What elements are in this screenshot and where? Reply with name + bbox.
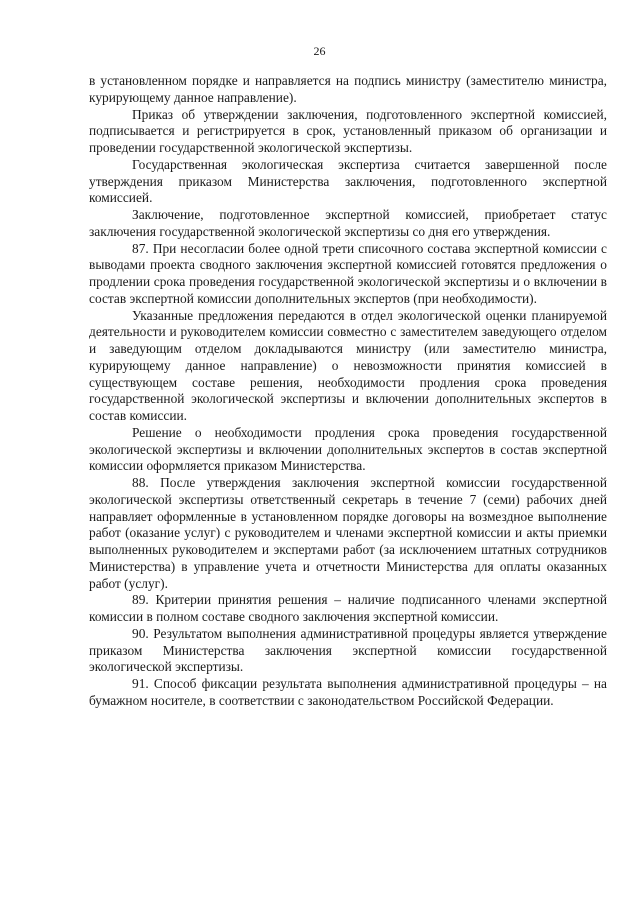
paragraph-order-signing: Приказ об утверждении заключения, подготовленного экспертной комиссией, подписывается и регистрируется в срок, установленный приказом об организации и проведении государственной экологической экспертизы. [89,106,607,155]
paragraph-expertise-completion: Государственная экологическая экспертиза считается завершенной после утверждения приказом Министерства заключения, подготовленного экспертной комиссией. [89,156,607,206]
paragraph-proposals: Указанные предложения передаются в отдел экологической оценки планируемой деятельности и руководителем комиссии совместно с заместителем заведующего отделом и заведующим отделом докладываются министру (или заместителю министра, курирующему данное направление) о невозможности принятия комиссией в существующем составе решения, необходимости продления срока проведения государственной экологической экспертизы и включении дополнительных экспертов в состав комиссии. [89,307,607,423]
paragraph-item-89: 89. Критерии принятия решения – наличие подписанного членами экспертной комиссии в полном составе сводного заключения экспертной комиссии. [89,592,607,624]
document-body [89,73,607,710]
paragraph-extension-decision: Решение о необходимости продления срока проведения государственной экологической экспертизы и включении дополнительных экспертов в состав экспертной комиссии оформляется приказом Министерства. [89,424,607,474]
paragraph-continuation: в установленном порядке и направляется на подпись министру (заместителю министра, курирующему данное направление). [89,73,607,105]
paragraph-item-90: 90. Результатом выполнения административной процедуры является утверждение приказом Министерства заключения экспертной комиссии государственной экологической экспертизы. [89,625,607,675]
paragraph-item-88: 88. После утверждения заключения экспертной комиссии государственной экологической экспертизы ответственный секретарь в течение 7 (семи) рабочих дней направляет оформленные в установленном порядке договоры на возмездное выполнение работ (оказание услуг) с руководителем и членами экспертной комиссии и акты приемки выполненных руководителем и экспертами работ (за исключением штатных сотрудников Министерства) в управление учета и отчетности Министерства для оплаты оказанных работ (услуг). [89,475,607,591]
paragraph-conclusion-status: Заключение, подготовленное экспертной комиссией, приобретает статус заключения государственной экологической экспертизы со дня его утверждения. [89,207,607,239]
paragraph-item-87: 87. При несогласии более одной трети списочного состава экспертной комиссии с выводами проекта сводного заключения экспертной комиссией готовятся предложения о продлении срока проведения государственной экологической экспертизы и о включении в состав экспертной комиссии дополнительных экспертов (при необходимости). [89,240,607,306]
paragraph-item-91: 91. Способ фиксации результата выполнения административной процедуры – на бумажном носителе, в соответствии с законодательством Российской Федерации. [89,676,607,708]
page-number: 26 [313,44,326,58]
